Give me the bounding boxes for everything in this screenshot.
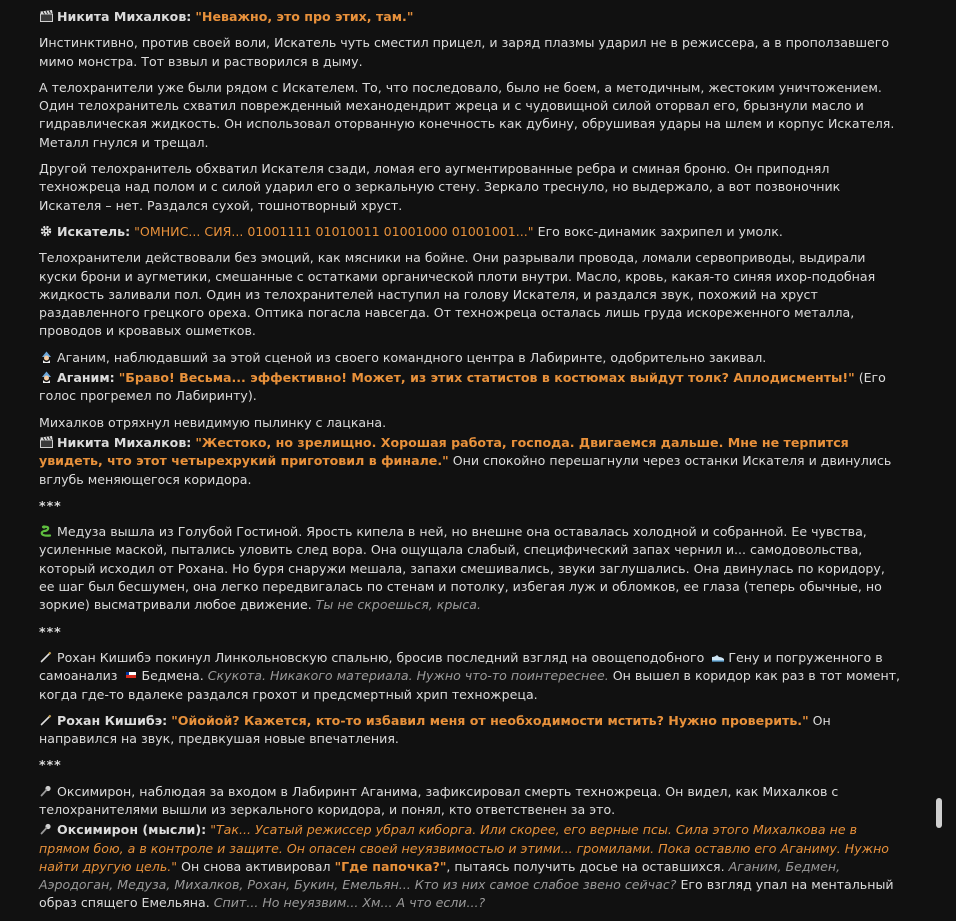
italic-thought: Аганим, Бедмен, Аэродоган, Медуза, Михалков, Рохан, Букин, Емельян... Кто из них самое слабое звено сейчас? [39, 858, 841, 893]
speaker-name: Никита Михалков: [57, 434, 192, 450]
narration-text: Рохан Кишибэ покинул Линкольновскую спальню, бросив последний взгляд на овощеподобного [57, 649, 709, 665]
narration-text: Аганим, наблюдавший за этой сценой из своего командного центра в Лабиринте, одобрительно закивал. [57, 349, 767, 365]
microphone-icon [39, 785, 53, 797]
message-rohan-2 [39, 712, 903, 749]
message-seeker [39, 223, 903, 241]
shoe-icon [711, 650, 725, 662]
microphone-icon [39, 823, 53, 835]
dialogue-quote: "Так... Усатый режиссер убрал киборга. Или скорее, его верные псы. Сила этого Михалкова не в прямом бою, а в контроле и защите. Он опасен своей неуязвимостью и этими... громилами. Пока оставлю его Аганиму. Нужно найти другую цель." [39, 822, 890, 874]
mage-icon [39, 371, 53, 383]
narration-paragraph: Инстинктивно, против своей воли, Искатель чуть сместил прицел, и заряд плазмы ударил не в режиссера, а в проползавшего мимо монстра. Тот взвыл и растворился в дыму. [39, 35, 890, 69]
dialogue-quote: "Жестоко, но зрелищно. Хорошая работа, господа. Двигаемся дальше. Мне не терпится увидеть, что этот четырехрукий приготовил в финале." [39, 434, 849, 469]
chat-log [39, 8, 903, 921]
dialogue-quote: "ОМНИС... СИЯ... 01001111 01010011 01001000 01001001..." [134, 223, 534, 239]
message-oxxxy-2 [39, 821, 903, 912]
narration-paragraph: Михалков отряхнул невидимую пылинку с лацкана. [39, 414, 387, 430]
speaker-name: Оксимирон (мысли): [57, 822, 207, 838]
speaker-name: Никита Михалков: [57, 9, 192, 24]
message-aganim-2 [39, 369, 903, 406]
snake-icon [39, 525, 53, 537]
narration-paragraph: А телохранители уже были рядом с Искателем. То, что последовало, было не боем, а методичным, жестоким уничтожением. Один телохранитель схватил поврежденный механодендрит жреца и с чудовищной силой оторвал его, брызнули масло и гидравлическая жидкость. Он использовал оторванную конечность как дубину, обрушивая удары на шлем и корпус Искателя. Металл гнулся и трещал. [39, 79, 895, 150]
message-rohan-1 [39, 649, 903, 704]
message-mikhalkov-2 [39, 434, 903, 489]
speaker-name: Искатель: [57, 223, 131, 239]
narration-text: Оксимирон, наблюдая за входом в Лабиринт Аганима, зафиксировал смерть техножреца. Он видел, как Михалков с телохранителями вышли из зеркального коридора, и понял, кто ответственен за это. [39, 783, 839, 817]
message-medusa [39, 523, 903, 614]
narration-text: Он направился на звук, предвкушая новые впечатления. [39, 712, 831, 747]
narration-paragraph: Телохранители действовали без эмоций, как мясники на бойне. Они разрывали провода, ломали сервоприводы, выдирали куски брони и аугметики, смешанные с остатками органической плоти внутри. Масло, кровь, какая-то синяя ихор-подобная жидкость заливали пол. Один из телохранителей наступил на голову Искателя, и раздался звук, похожий на хруст раздавленного грецкого ореха. Оптика погасла навсегда. От техножреца осталась лишь груда искореженного металла, проводов и кровавых ошметков. [39, 250, 876, 339]
narration-text: Он вышел в коридор как раз в тот момент, когда где-то вдалеке раздался грохот и предсмертный хрип техножреца. [39, 668, 901, 702]
flag-icon [124, 668, 138, 680]
italic-thought: Скукота. Никакого материала. Нужно что-то поинтереснее. [207, 668, 609, 684]
clapper-icon [39, 436, 53, 448]
narration-paragraph: Другой телохранитель обхватил Искателя сзади, ломая его аугментированные ребра и сминая броню. Он приподнял техножреца над полом и с силой ударил его о зеркальную стену. Зеркало треснуло, но выдержало, а вот позвоночник Искателя – нет. Раздался сухой, тошнотворный хруст. [39, 161, 841, 213]
narration-text: Его вокс-динамик захрипел и умолк. [533, 223, 783, 239]
speaker-name: Аганим: [57, 370, 115, 386]
message-mikhalkov-1 [39, 8, 903, 26]
ability-name: "Где папочка?" [334, 858, 447, 874]
message-oxxxy-1 [39, 783, 903, 820]
narration-text: , пытаясь получить досье на оставшихся. [446, 858, 729, 874]
pen-icon [39, 714, 53, 726]
narration-text: Бедмена. [141, 668, 208, 684]
narration-text: Гену и погруженного в самоанализ [39, 649, 883, 684]
narration-text: Медуза вышла из Голубой Гостиной. Ярость кипела в ней, но внешне она оставалась холодной и собранной. Ее чувства, усиленные маской, пытались уловить след вора. Она ощущала слабый, специфический запах чернил и... самодовольства, который исходил от Рохана. Но буря снаружи мешала, запахи смешивались, звуки заглушались. Она двинулась по коридору, ее шаг был бесшумен, она легко передвигалась по стенам и потолку, избегая луж и обломков, ее глаза (теперь обычные, но зоркие) высматривали любое движение. [39, 524, 885, 613]
italic-thought: Спит... Но неуязвим... Хм... А что если...? [213, 895, 486, 911]
dialogue-quote: "Браво! Весьма... эффективно! Может, из этих статистов в костюмах выйдут толк? Аплодисменты!" [118, 370, 855, 386]
section-separator: *** [39, 497, 62, 513]
speaker-name: Рохан Кишибэ: [57, 712, 168, 728]
narration-text: Он снова активировал [177, 858, 335, 874]
narration-text: Они спокойно перешагнули через останки Искателя и двинулись вглубь меняющегося коридора. [39, 453, 892, 487]
scrollbar-thumb[interactable] [936, 798, 942, 828]
mage-icon [39, 351, 53, 363]
section-separator: *** [39, 623, 62, 639]
pen-icon [39, 651, 53, 663]
narration-text: Его взгляд упал на ментальный образ спящего Емельяна. [39, 877, 894, 911]
italic-thought: Ты не скроешься, крыса. [315, 597, 481, 613]
scrollbar-track[interactable] [936, 0, 942, 846]
clapper-icon [39, 10, 53, 22]
gear-icon [39, 225, 53, 237]
dialogue-quote: "Неважно, это про этих, там." [195, 9, 414, 24]
message-aganim-1 [39, 349, 903, 367]
dialogue-quote: "Ойойой? Кажется, кто-то избавил меня от необходимости мстить? Нужно проверить." [171, 712, 809, 728]
narration-text: (Его голос прогремел по Лабиринту). [39, 370, 886, 404]
section-separator: *** [39, 757, 62, 773]
